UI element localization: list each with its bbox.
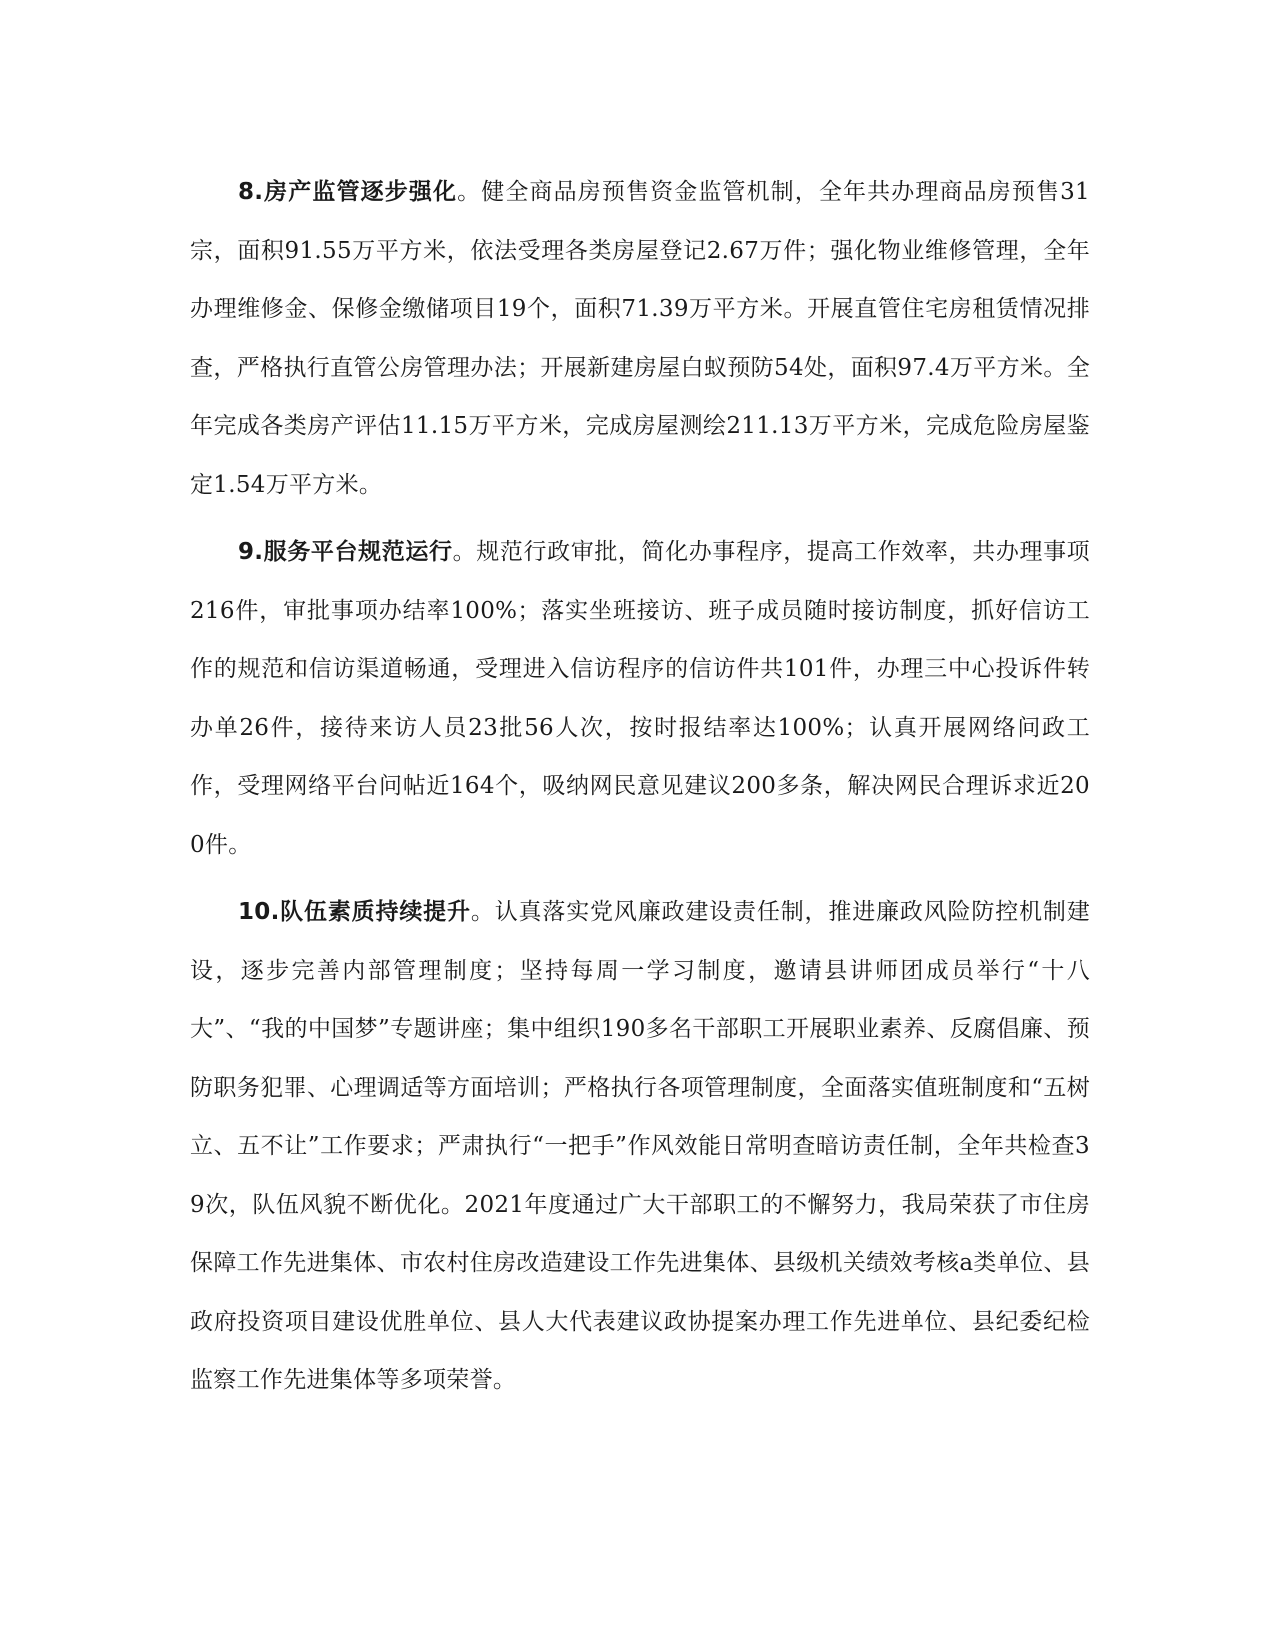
- paragraph-text: 。规范行政审批，简化办事程序，提高工作效率，共办理事项216件，审批事项办结率100%；落实坐班接访、班子成员随时接访制度，抓好信访工作的规范和信访渠道畅通，受理进入信访程序的信访件共101件，办理三中心投诉件转办单26件，接待来访人员23批56人次，按时报结率达100%；认真开展网络问政工作，受理网络平台问帖近164个，吸纳网民意见建议200多条，解决网民合理诉求近200件。: [190, 539, 1090, 858]
- paragraph-text: 。健全商品房预售资金监管机制，全年共办理商品房预售31宗，面积91.55万平方米，依法受理各类房屋登记2.67万件；强化物业维修管理，全年办理维修金、保修金缴储项目19个，面积71.39万平方米。开展直管住宅房租赁情况排查，严格执行直管公房管理办法；开展新建房屋白蚁预防54处，面积97.4万平方米。全年完成各类房产评估11.15万平方米，完成房屋测绘211.13万平方米，完成危险房屋鉴定1.54万平方米。: [190, 179, 1090, 498]
- document-body: [190, 163, 1090, 1419]
- paragraph-housing-supervision: [190, 163, 1090, 514]
- paragraph-heading: 10.队伍素质持续提升: [238, 899, 471, 925]
- paragraph-heading: 8.房产监管逐步强化: [238, 179, 458, 205]
- paragraph-service-platform: [190, 523, 1090, 874]
- paragraph-heading: 9.服务平台规范运行: [238, 539, 453, 565]
- paragraph-text: 。认真落实党风廉政建设责任制，推进廉政风险防控机制建设，逐步完善内部管理制度；坚持每周一学习制度，邀请县讲师团成员举行“十八大”、“我的中国梦”专题讲座；集中组织190多名干部职工开展职业素养、反腐倡廉、预防职务犯罪、心理调适等方面培训；严格执行各项管理制度，全面落实值班制度和“五树立、五不让”工作要求；严肃执行“一把手”作风效能日常明查暗访责任制，全年共检查39次，队伍风貌不断优化。2021年度通过广大干部职工的不懈努力，我局荣获了市住房保障工作先进集体、市农村住房改造建设工作先进集体、县级机关绩效考核a类单位、县政府投资项目建设优胜单位、县人大代表建议政协提案办理工作先进单位、县纪委纪检监察工作先进集体等多项荣誉。: [190, 899, 1090, 1393]
- paragraph-team-quality: [190, 883, 1090, 1410]
